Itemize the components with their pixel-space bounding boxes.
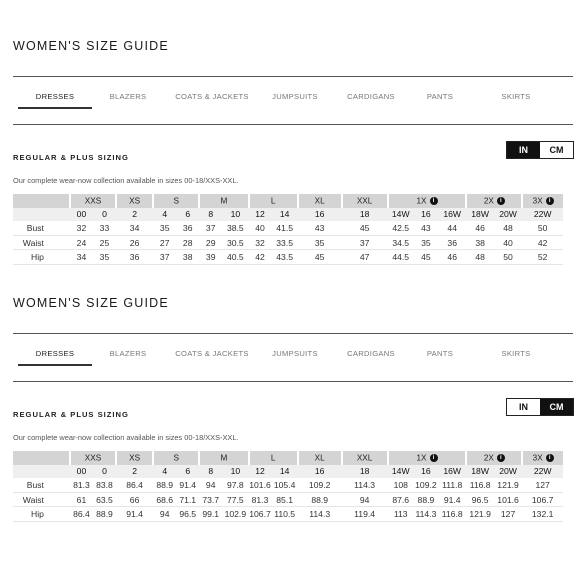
measurement-value: 86.4 <box>70 507 93 522</box>
measurement-value: 50 <box>494 250 523 265</box>
size-number: 20W <box>494 208 523 222</box>
measurement-value: 73.7 <box>199 492 222 507</box>
measurement-value: 33.5 <box>272 235 298 250</box>
size-number: 2 <box>116 465 153 479</box>
measurement-value: 110.5 <box>272 507 298 522</box>
tab-skirts[interactable]: SKIRTS <box>501 92 531 101</box>
size-number: 14W <box>388 208 414 222</box>
measurement-value: 101.6 <box>494 492 523 507</box>
measurement-value: 87.6 <box>388 492 414 507</box>
measurement-value: 35 <box>93 250 116 265</box>
size-group-label: 2X <box>483 196 494 206</box>
divider <box>13 124 573 125</box>
size-guide-inches <box>0 0 580 270</box>
measurement-value: 26 <box>116 235 153 250</box>
measurement-value: 99.1 <box>199 507 222 522</box>
size-group-label: L <box>270 196 276 206</box>
header-corner <box>13 208 70 222</box>
measurement-value: 47 <box>342 250 388 265</box>
measurement-value: 42.5 <box>388 221 414 235</box>
tab-pants[interactable]: PANTS <box>426 349 454 358</box>
size-number: 14 <box>272 208 298 222</box>
size-group-label: XL <box>314 453 325 463</box>
measurement-value: 46 <box>438 250 466 265</box>
measurement-value: 36 <box>438 235 466 250</box>
measurement-value: 33 <box>93 221 116 235</box>
measurement-value: 71.1 <box>176 492 199 507</box>
measurement-value: 114.3 <box>342 478 388 492</box>
divider <box>13 381 573 382</box>
size-number: 10 <box>222 208 248 222</box>
size-number: 16 <box>414 208 438 222</box>
size-number: 16W <box>438 208 466 222</box>
size-group-xs <box>116 194 153 208</box>
measurement-value: 30.5 <box>222 235 248 250</box>
size-group-label: M <box>220 453 228 463</box>
measurement-value: 35 <box>298 235 342 250</box>
measurement-value: 37 <box>342 235 388 250</box>
size-group-header <box>13 194 563 208</box>
measurement-value: 63.5 <box>93 492 116 507</box>
size-group-2x <box>466 194 522 208</box>
size-table <box>13 194 563 265</box>
measurement-value: 88.9 <box>414 492 438 507</box>
size-group-xxs <box>70 194 116 208</box>
tab-blazers[interactable]: BLAZERS <box>109 349 147 358</box>
size-group-label: 3X <box>532 196 543 206</box>
size-group-label: 3X <box>532 453 543 463</box>
size-number: 22W <box>522 208 563 222</box>
size-guide-centimeters <box>0 257 580 527</box>
size-number: 18W <box>466 465 493 479</box>
category-tabs <box>13 92 573 106</box>
measurement-value: 97.8 <box>222 478 248 492</box>
active-tab-indicator <box>18 107 92 109</box>
measurement-value: 41.5 <box>272 221 298 235</box>
tab-cardigans[interactable]: CARDIGANS <box>347 92 395 101</box>
collection-description: Our complete wear-now collection available in sizes 00-18/XXS-XXL. <box>13 176 239 185</box>
measurement-value: 32 <box>70 221 93 235</box>
measurement-value: 66 <box>116 492 153 507</box>
measurement-value: 35 <box>414 235 438 250</box>
measurement-value: 38.5 <box>222 221 248 235</box>
measurement-value: 40.5 <box>222 250 248 265</box>
table-row <box>13 507 563 522</box>
measurement-value: 40 <box>494 235 523 250</box>
measurement-value: 36 <box>176 221 199 235</box>
size-number-header <box>13 465 563 479</box>
size-number: 0 <box>93 465 116 479</box>
tab-jumpsuits[interactable]: JUMPSUITS <box>272 349 318 358</box>
size-group-label: XXL <box>356 196 373 206</box>
measurement-value: 113 <box>388 507 414 522</box>
info-icon[interactable]: i <box>546 454 554 462</box>
page-title: WOMEN'S SIZE GUIDE <box>13 296 169 310</box>
size-group-xxl <box>342 451 388 465</box>
measurement-value: 106.7 <box>522 492 563 507</box>
measurement-value: 44.5 <box>388 250 414 265</box>
measurement-value: 81.3 <box>70 478 93 492</box>
info-icon[interactable]: i <box>430 454 438 462</box>
measurement-value: 29 <box>199 235 222 250</box>
header-corner <box>13 194 70 208</box>
size-number: 14 <box>272 465 298 479</box>
size-number: 6 <box>176 208 199 222</box>
measurement-label: Bust <box>13 221 70 235</box>
size-table <box>13 451 563 522</box>
size-group-label: S <box>173 196 179 206</box>
measurement-value: 96.5 <box>466 492 493 507</box>
measurement-label: Hip <box>13 250 70 265</box>
measurement-value: 35 <box>153 221 176 235</box>
measurement-value: 42 <box>249 250 272 265</box>
measurement-value: 32 <box>249 235 272 250</box>
measurement-value: 91.4 <box>438 492 466 507</box>
size-group-label: 1X <box>416 453 427 463</box>
measurement-label: Waist <box>13 492 70 507</box>
size-group-xl <box>298 194 342 208</box>
measurement-value: 28 <box>176 235 199 250</box>
measurement-value: 88.9 <box>153 478 176 492</box>
tab-pants[interactable]: PANTS <box>426 92 454 101</box>
measurement-value: 86.4 <box>116 478 153 492</box>
measurement-value: 48 <box>494 221 523 235</box>
measurement-value: 119.4 <box>342 507 388 522</box>
tab-skirts[interactable]: SKIRTS <box>501 349 531 358</box>
size-group-label: 1X <box>416 196 427 206</box>
table-row <box>13 221 563 235</box>
active-tab-indicator <box>18 364 92 366</box>
size-group-label: XL <box>314 196 325 206</box>
measurement-value: 114.3 <box>298 507 342 522</box>
measurement-value: 127 <box>522 478 563 492</box>
divider <box>13 76 573 77</box>
measurement-value: 94 <box>342 492 388 507</box>
measurement-value: 43 <box>298 221 342 235</box>
size-number: 10 <box>222 465 248 479</box>
size-group-m <box>199 194 248 208</box>
measurement-value: 88.9 <box>93 507 116 522</box>
size-group-l <box>249 451 298 465</box>
size-group-3x <box>522 451 563 465</box>
measurement-value: 88.9 <box>298 492 342 507</box>
measurement-value: 27 <box>153 235 176 250</box>
measurement-value: 37 <box>153 250 176 265</box>
section-heading: REGULAR & PLUS SIZING <box>13 410 129 419</box>
tab-dresses[interactable]: DRESSES <box>35 92 75 101</box>
measurement-value: 91.4 <box>176 478 199 492</box>
unit-toggle <box>506 398 574 416</box>
measurement-label: Hip <box>13 507 70 522</box>
size-group-label: XS <box>129 453 141 463</box>
size-number: 18 <box>342 465 388 479</box>
measurement-label: Bust <box>13 478 70 492</box>
divider <box>13 333 573 334</box>
measurement-value: 52 <box>522 250 563 265</box>
size-number: 16 <box>298 465 342 479</box>
size-group-xl <box>298 451 342 465</box>
tab-cardigans[interactable]: CARDIGANS <box>347 349 395 358</box>
size-number: 16W <box>438 465 466 479</box>
size-group-xxl <box>342 194 388 208</box>
info-icon[interactable]: i <box>497 197 505 205</box>
measurement-value: 102.9 <box>222 507 248 522</box>
size-group-label: L <box>270 453 276 463</box>
measurement-value: 34.5 <box>388 235 414 250</box>
info-icon[interactable]: i <box>497 454 505 462</box>
measurement-value: 43.5 <box>272 250 298 265</box>
measurement-value: 38 <box>466 235 493 250</box>
size-group-header <box>13 451 563 465</box>
tab-dresses[interactable]: DRESSES <box>35 349 75 358</box>
page-title: WOMEN'S SIZE GUIDE <box>13 39 169 53</box>
size-number-header <box>13 208 563 222</box>
measurement-value: 42 <box>522 235 563 250</box>
measurement-value: 61 <box>70 492 93 507</box>
size-group-label: S <box>173 453 179 463</box>
measurement-value: 44 <box>438 221 466 235</box>
unit-in-button[interactable]: IN <box>507 399 540 415</box>
table-row <box>13 492 563 507</box>
size-group-1x <box>388 451 467 465</box>
measurement-value: 114.3 <box>414 507 438 522</box>
size-number: 8 <box>199 208 222 222</box>
measurement-value: 40 <box>249 221 272 235</box>
size-number: 16 <box>414 465 438 479</box>
measurement-value: 77.5 <box>222 492 248 507</box>
measurement-value: 38 <box>176 250 199 265</box>
size-group-xs <box>116 451 153 465</box>
measurement-value: 94 <box>199 478 222 492</box>
size-group-l <box>249 194 298 208</box>
size-number: 18 <box>342 208 388 222</box>
size-group-label: XXL <box>356 453 373 463</box>
measurement-value: 36 <box>116 250 153 265</box>
measurement-value: 50 <box>522 221 563 235</box>
size-number: 6 <box>176 465 199 479</box>
size-number: 14W <box>388 465 414 479</box>
measurement-value: 94 <box>153 507 176 522</box>
measurement-value: 81.3 <box>249 492 272 507</box>
tab-blazers[interactable]: BLAZERS <box>109 92 147 101</box>
unit-cm-button[interactable]: CM <box>540 399 573 415</box>
measurement-value: 121.9 <box>494 478 523 492</box>
measurement-value: 45 <box>298 250 342 265</box>
size-number: 4 <box>153 208 176 222</box>
measurement-value: 46 <box>466 221 493 235</box>
size-group-label: 2X <box>483 453 494 463</box>
measurement-value: 105.4 <box>272 478 298 492</box>
size-number: 12 <box>249 208 272 222</box>
category-tabs <box>13 349 573 363</box>
measurement-value: 34 <box>116 221 153 235</box>
info-icon[interactable]: i <box>430 197 438 205</box>
size-number: 22W <box>522 465 563 479</box>
unit-toggle <box>506 141 574 159</box>
measurement-value: 96.5 <box>176 507 199 522</box>
size-number: 00 <box>70 465 93 479</box>
measurement-value: 109.2 <box>414 478 438 492</box>
measurement-value: 106.7 <box>249 507 272 522</box>
table-row <box>13 478 563 492</box>
measurement-value: 132.1 <box>522 507 563 522</box>
measurement-value: 111.8 <box>438 478 466 492</box>
size-group-label: XS <box>129 196 141 206</box>
size-number: 18W <box>466 208 493 222</box>
measurement-value: 43 <box>414 221 438 235</box>
size-group-label: XXS <box>84 196 102 206</box>
size-number: 00 <box>70 208 93 222</box>
size-group-s <box>153 194 199 208</box>
measurement-value: 101.6 <box>249 478 272 492</box>
size-group-m <box>199 451 248 465</box>
measurement-value: 45 <box>342 221 388 235</box>
size-number: 4 <box>153 465 176 479</box>
measurement-value: 45 <box>414 250 438 265</box>
section-heading: REGULAR & PLUS SIZING <box>13 153 129 162</box>
header-corner <box>13 465 70 479</box>
collection-description: Our complete wear-now collection available in sizes 00-18/XXS-XXL. <box>13 433 239 442</box>
size-group-3x <box>522 194 563 208</box>
measurement-value: 116.8 <box>466 478 493 492</box>
measurement-value: 85.1 <box>272 492 298 507</box>
unit-cm-button[interactable]: CM <box>540 142 573 158</box>
measurement-label: Waist <box>13 235 70 250</box>
measurement-value: 121.9 <box>466 507 493 522</box>
size-number: 0 <box>93 208 116 222</box>
table-row <box>13 235 563 250</box>
size-group-1x <box>388 194 467 208</box>
header-corner <box>13 451 70 465</box>
size-number: 16 <box>298 208 342 222</box>
size-number: 2 <box>116 208 153 222</box>
size-group-label: M <box>220 196 228 206</box>
info-icon[interactable]: i <box>546 197 554 205</box>
size-number: 8 <box>199 465 222 479</box>
measurement-value: 109.2 <box>298 478 342 492</box>
tab-coats-jackets[interactable]: COATS & JACKETS <box>175 349 249 358</box>
measurement-value: 91.4 <box>116 507 153 522</box>
size-group-s <box>153 451 199 465</box>
measurement-value: 83.8 <box>93 478 116 492</box>
tab-coats-jackets[interactable]: COATS & JACKETS <box>175 92 249 101</box>
size-group-2x <box>466 451 522 465</box>
measurement-value: 24 <box>70 235 93 250</box>
tab-jumpsuits[interactable]: JUMPSUITS <box>272 92 318 101</box>
measurement-value: 37 <box>199 221 222 235</box>
size-group-label: XXS <box>84 453 102 463</box>
unit-in-button[interactable]: IN <box>507 142 540 158</box>
measurement-value: 34 <box>70 250 93 265</box>
measurement-value: 39 <box>199 250 222 265</box>
size-number: 20W <box>494 465 523 479</box>
size-group-xxs <box>70 451 116 465</box>
measurement-value: 48 <box>466 250 493 265</box>
measurement-value: 25 <box>93 235 116 250</box>
size-number: 12 <box>249 465 272 479</box>
measurement-value: 68.6 <box>153 492 176 507</box>
measurement-value: 116.8 <box>438 507 466 522</box>
measurement-value: 108 <box>388 478 414 492</box>
measurement-value: 127 <box>494 507 523 522</box>
